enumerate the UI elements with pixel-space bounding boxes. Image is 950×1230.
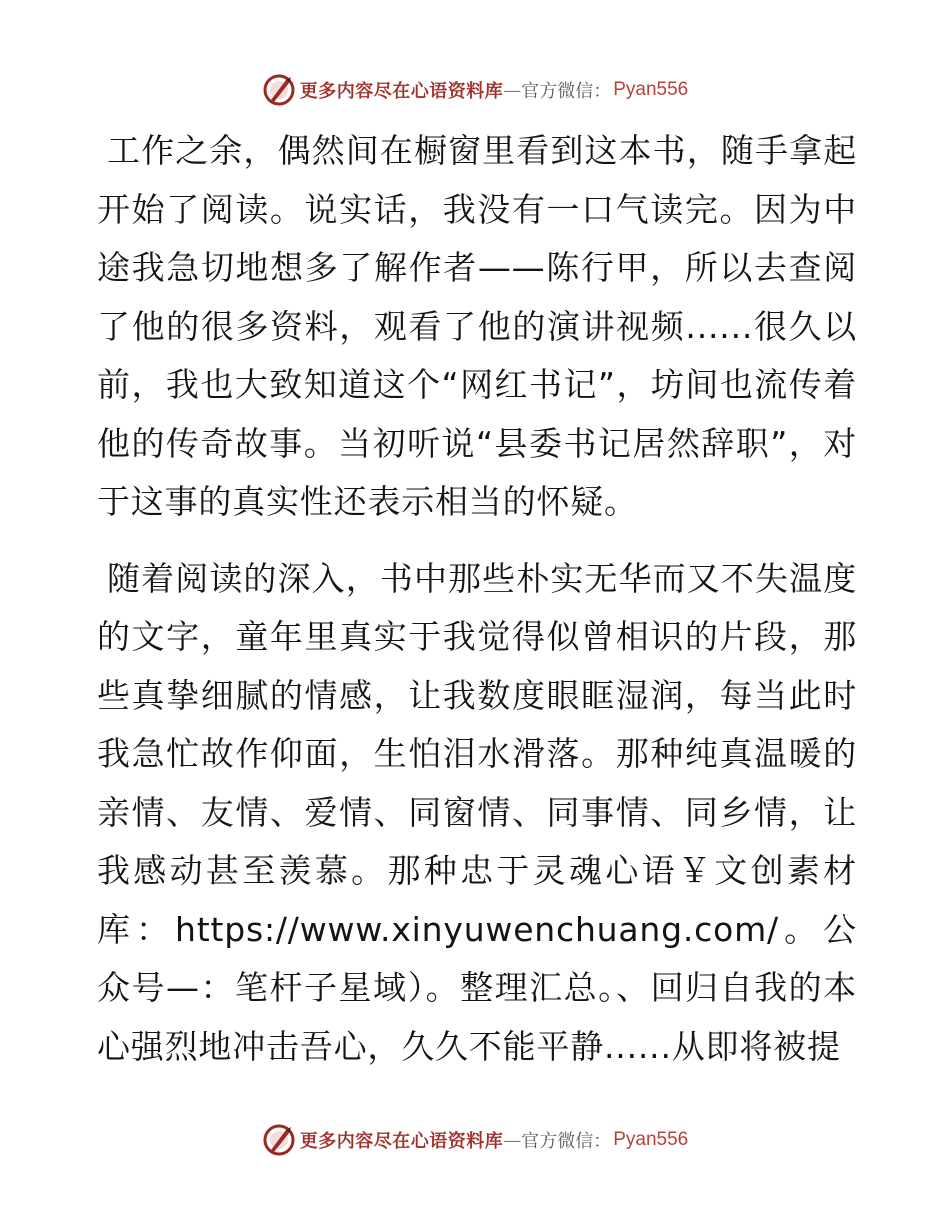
quill-pen-circle-icon [262,1123,296,1157]
paragraph-1: 工作之余，偶然间在橱窗里看到这本书，随手拿起开始了阅读。说实话，我没有一口气读完。因为中途我急切地想多了解作者——陈行甲，所以去查阅了他的很多资料，观看了他的演讲视频......很久以前，我也大致知道这个“网红书记”，坊间也流传着他的传奇故事。当初听说“县委书记居然辞职”，对于这事的真实性还表示相当的怀疑。 [97,131,857,521]
quill-pen-circle-icon [262,73,296,107]
banner-wechat-label: 官方微信： [521,1131,612,1152]
article-body [97,122,857,1076]
banner-title: 更多内容尽在心语资料库 [299,1131,504,1152]
banner-wechat-id: Pyan556 [613,1129,689,1150]
header-banner [0,70,950,110]
paragraph-2: 随着阅读的深入，书中那些朴实无华而又不失温度的文字，童年里真实于我觉得似曾相识的片段，那些真挚细腻的情感，让我数度眼眶湿润，每当此时我急忙故作仰面，生怕泪水滑落。那种纯真温暖的亲情、友情、爱情、同窗情、同事情、同乡情，让我感动甚至羡慕。那种忠于灵魂心语￥文创素材库：https://www.xinyuwenchuang.com/。公众号—：笔杆子星域）。整理汇总。、回归自我的本心强烈地冲击吾心，久久不能平静......从即将被提 [97,558,857,1066]
banner-wechat-id: Pyan556 [613,79,689,100]
banner-separator: — [503,1129,522,1151]
banner-wechat-label: 官方微信： [521,81,612,102]
footer-banner [0,1120,950,1160]
banner-title: 更多内容尽在心语资料库 [299,81,504,102]
banner-separator: — [503,79,522,101]
